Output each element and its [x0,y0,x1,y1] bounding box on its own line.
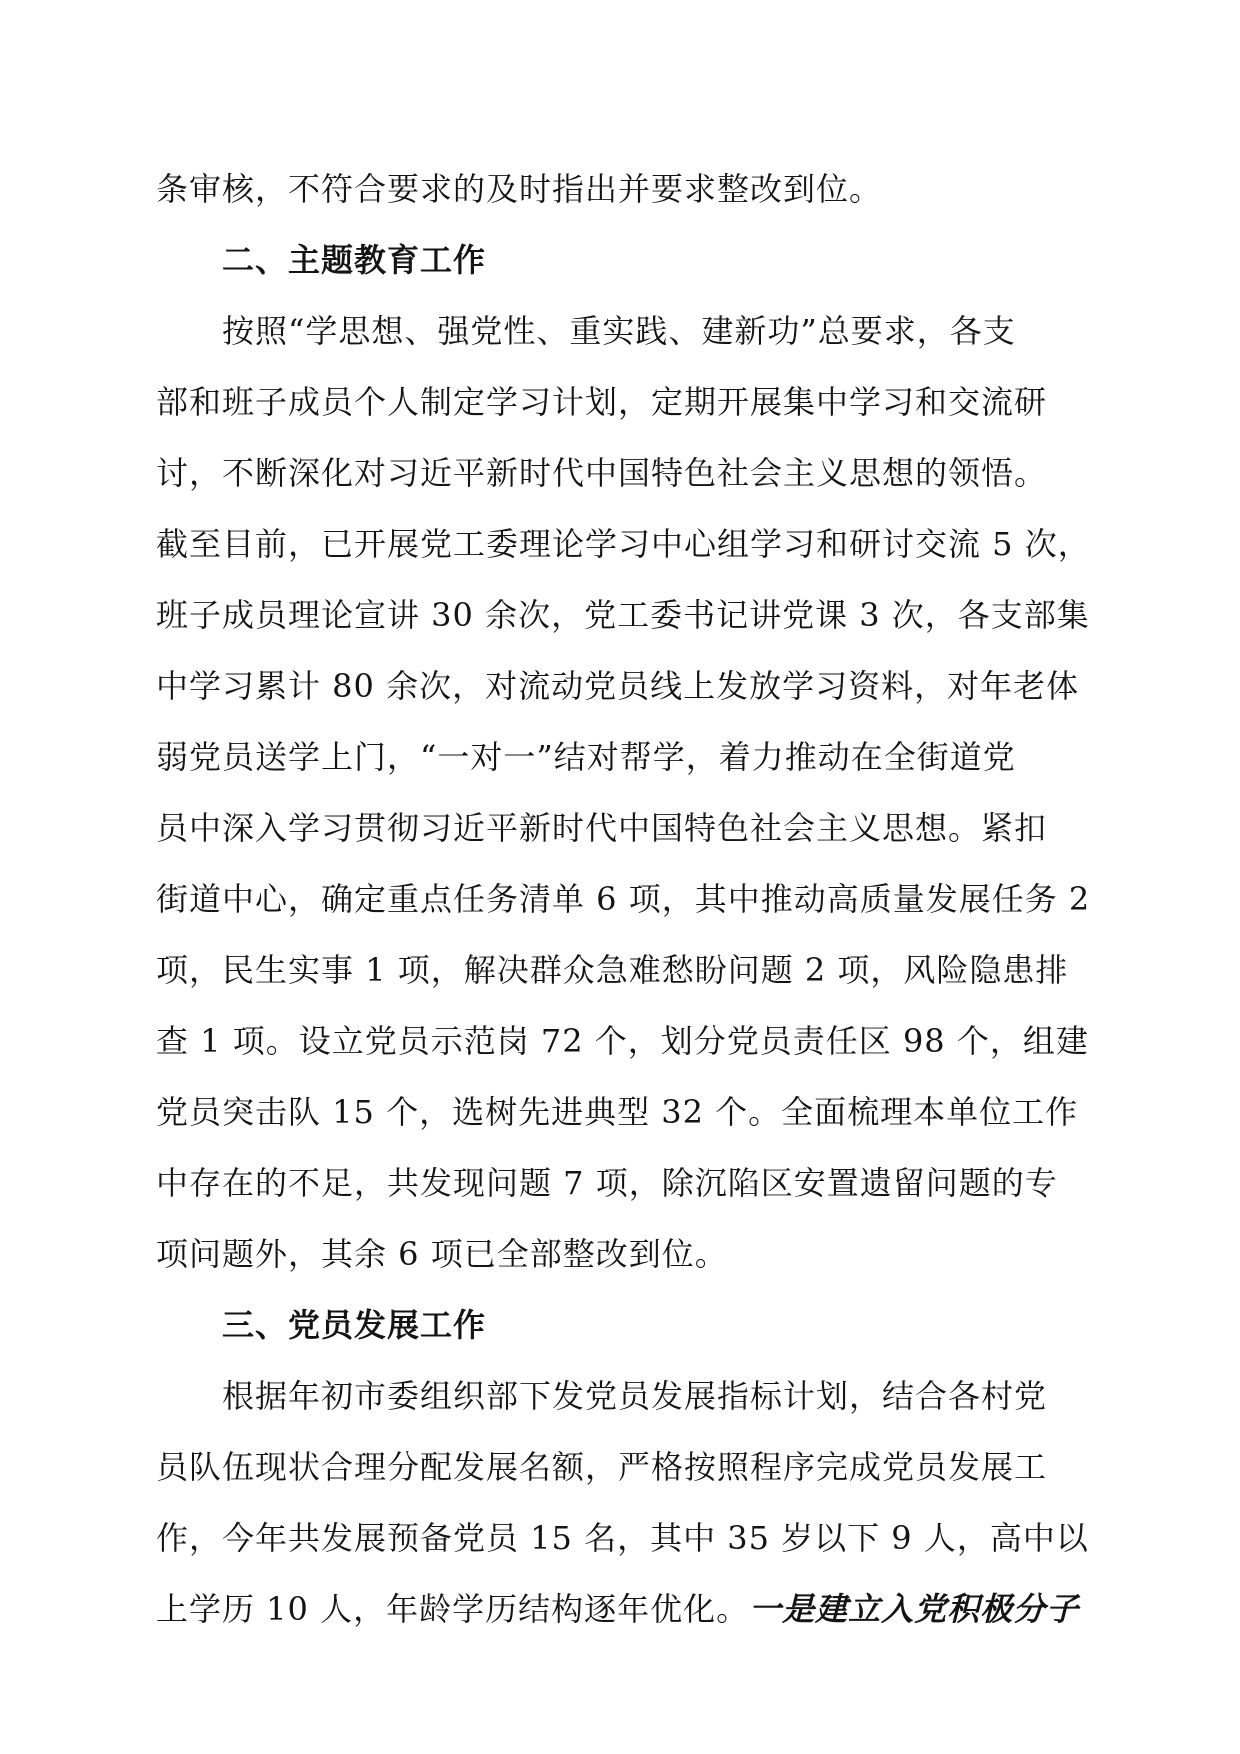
paragraph-line: 根据年初市委组织部下发党员发展指标计划，结合各村党 [222,1377,1048,1415]
document-body [156,154,1091,1645]
paragraph-line: 党员突击队 15 个，选树先进典型 32 个。全面梳理本单位工作 [156,1093,1079,1131]
paragraph-line: 中存在的不足，共发现问题 7 项，除沉陷区安置遗留问题的专 [156,1164,1058,1202]
paragraph-line: 作，今年共发展预备党员 15 名，其中 35 岁以下 9 人，高中以 [156,1519,1089,1557]
paragraph-line: 查 1 项。设立党员示范岗 72 个，划分党员责任区 98 个，组建 [156,1022,1089,1060]
paragraph-line: 部和班子成员个人制定学习计划，定期开展集中学习和交流研 [156,383,1048,421]
paragraph-line: 项问题外，其余 6 项已全部整改到位。 [156,1235,728,1273]
paragraph-line-final [156,1574,1086,1645]
plain-text: 上学历 10 人，年龄学历结构逐年优化。 [156,1590,750,1628]
paragraph-line: 讨，不断深化对习近平新时代中国特色社会主义思想的领悟。 [156,454,1048,492]
paragraph-line: 班子成员理论宣讲 30 余次，党工委书记讲党课 3 次，各支部集 [156,596,1090,634]
paragraph-line: 员中深入学习贯彻习近平新时代中国特色社会主义思想。紧扣 [156,809,1048,847]
section-heading-theme-education: 二、主题教育工作 [222,241,487,279]
section-heading-member-development: 三、党员发展工作 [222,1306,487,1344]
paragraph-line: 按照“学思想、强党性、重实践、建新功”总要求，各支 [222,312,1016,350]
paragraph-line: 员队伍现状合理分配发展名额，严格按照程序完成党员发展工 [156,1448,1048,1486]
paragraph-line: 街道中心，确定重点任务清单 6 项，其中推动高质量发展任务 2 [156,880,1091,918]
paragraph-line: 截至目前，已开展党工委理论学习中心组学习和研讨交流 5 次， [156,525,1091,563]
paragraph-line: 弱党员送学上门，“一对一”结对帮学，着力推动在全街道党 [156,738,1016,776]
paragraph-continuation: 条审核，不符合要求的及时指出并要求整改到位。 [156,170,883,208]
emphasis-text: 一是建立入党积极分子 [749,1590,1080,1628]
paragraph-line: 中学习累计 80 余次，对流动党员线上发放学习资料，对年老体 [156,667,1080,705]
paragraph-line: 项，民生实事 1 项，解决群众急难愁盼问题 2 项，风险隐患排 [156,951,1069,989]
